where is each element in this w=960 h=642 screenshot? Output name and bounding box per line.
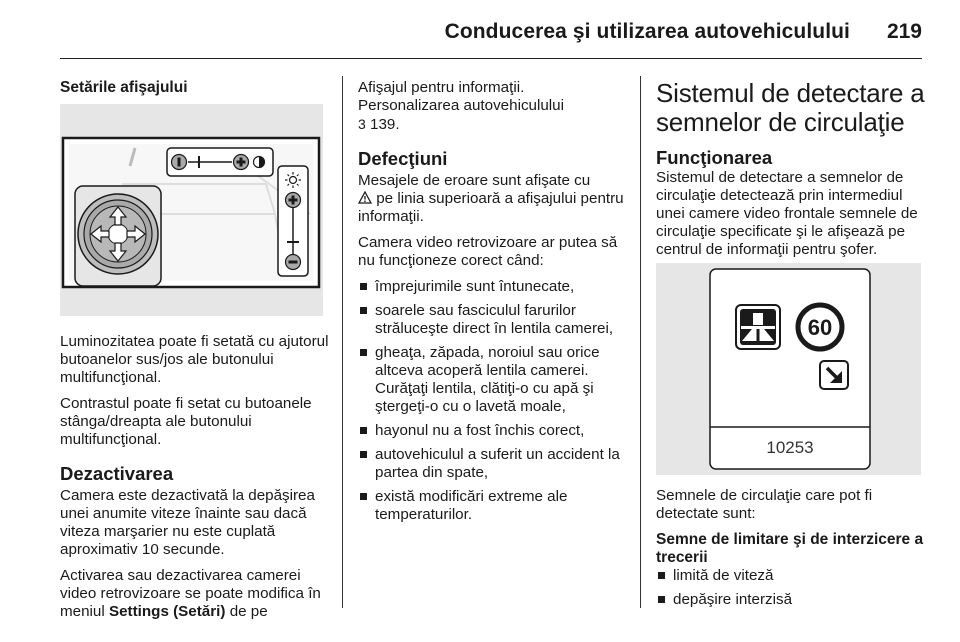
deactivation-paragraph: Camera este dezactivată la depăşirea unei anumite viteze înainte sau dacă viteza marşarier nu este cuplată aproximativ 10 secunde. <box>60 487 315 558</box>
function-heading: Funcţionarea <box>656 147 773 168</box>
main-heading: Sistemul de detectare a semnelor de circulaţie <box>656 78 925 137</box>
restriction-signs-list <box>656 567 926 609</box>
list-item: hayonul nu a fost închis corect, <box>358 422 630 440</box>
faults-paragraph <box>358 172 630 226</box>
warning-triangle-icon <box>358 191 372 204</box>
activation-text-start: Activarea sau dezactivarea camerei video retrovizoare se poate modifica în meniul <box>60 567 321 620</box>
conditions-list <box>358 278 630 524</box>
list-item: autovehiculul a suferit un accident la partea din spate, <box>358 446 630 482</box>
column-1-text <box>60 333 332 629</box>
display-settings-illustration <box>60 104 323 316</box>
column-divider-1 <box>342 76 343 608</box>
list-item: împrejurimile sunt întunecate, <box>358 278 630 296</box>
activation-text-end: de pe <box>229 603 268 620</box>
list-item: gheaţa, zăpada, noroiul sau orice altceva acoperă lentila camerei. Curăţaţi lentila, clătiţi-o cu apă şi ştergeţi-o cu o lavetă moale, <box>358 344 630 416</box>
personalization-line: Personalizarea autovehiculului <box>358 97 565 114</box>
column-2 <box>358 79 630 530</box>
faults-text-start: Mesajele de eroare sunt afişate cu <box>358 172 591 189</box>
info-display-line: Afişajul pentru informaţii. <box>358 79 525 96</box>
column-3 <box>656 79 926 267</box>
faults-heading: Defecţiuni <box>358 148 448 169</box>
page-reference <box>358 115 630 134</box>
list-item: există modificări extreme ale temperaturilor. <box>358 488 630 524</box>
faults-text-end: pe linia superioară a afişajului pentru informaţii. <box>358 190 624 225</box>
reference-arrow-icon: 3 <box>358 116 366 132</box>
column-divider-2 <box>640 76 641 608</box>
traffic-sign-figure <box>656 263 921 475</box>
section-title-display-settings: Setările afişajului <box>60 79 188 96</box>
display-settings-figure <box>60 104 323 316</box>
activation-paragraph <box>60 567 332 621</box>
brightness-paragraph: Luminozitatea poate fi setată cu ajutorul butoanelor sus/jos ale butonului multifuncţional. <box>60 333 329 386</box>
page-number: 219 <box>886 20 922 43</box>
speed-limit-value: 60 <box>807 315 833 340</box>
odometer-value: 10253 <box>766 438 814 457</box>
column-3-bottom <box>656 487 926 615</box>
header-title: Conducerea şi utilizarea autovehiculului <box>444 20 850 43</box>
restriction-signs-heading: Semne de limitare şi de interzicere a trecerii <box>656 531 924 566</box>
conditions-intro: Camera video retrovizoare ar putea să nu funcţioneze corect când: <box>358 234 618 269</box>
list-item: depăşire interzisă <box>656 591 926 609</box>
deactivation-heading: Dezactivarea <box>60 463 174 484</box>
list-item: limită de viteză <box>656 567 926 585</box>
detectable-signs-paragraph: Semnele de circulaţie care pot fi detectate sunt: <box>656 487 873 522</box>
traffic-sign-illustration <box>656 263 921 475</box>
header-rule <box>60 58 922 59</box>
contrast-paragraph: Contrastul poate fi setat cu butoanele stânga/dreapta ale butonului multifuncţional. <box>60 395 312 448</box>
settings-menu-link: Settings (Setări) <box>108 603 226 620</box>
list-item: soarele sau fasciculul farurilor străluceşte direct în lentila camerei, <box>358 302 630 338</box>
column-1 <box>60 79 330 97</box>
function-paragraph: Sistemul de detectare a semnelor de circulaţie detectează prin intermediul unei camere video frontale semnele de circulaţie specificate şi le afişează pe centrul de informaţii pentru şofer. <box>656 169 918 258</box>
reference-page: 139. <box>370 116 400 133</box>
